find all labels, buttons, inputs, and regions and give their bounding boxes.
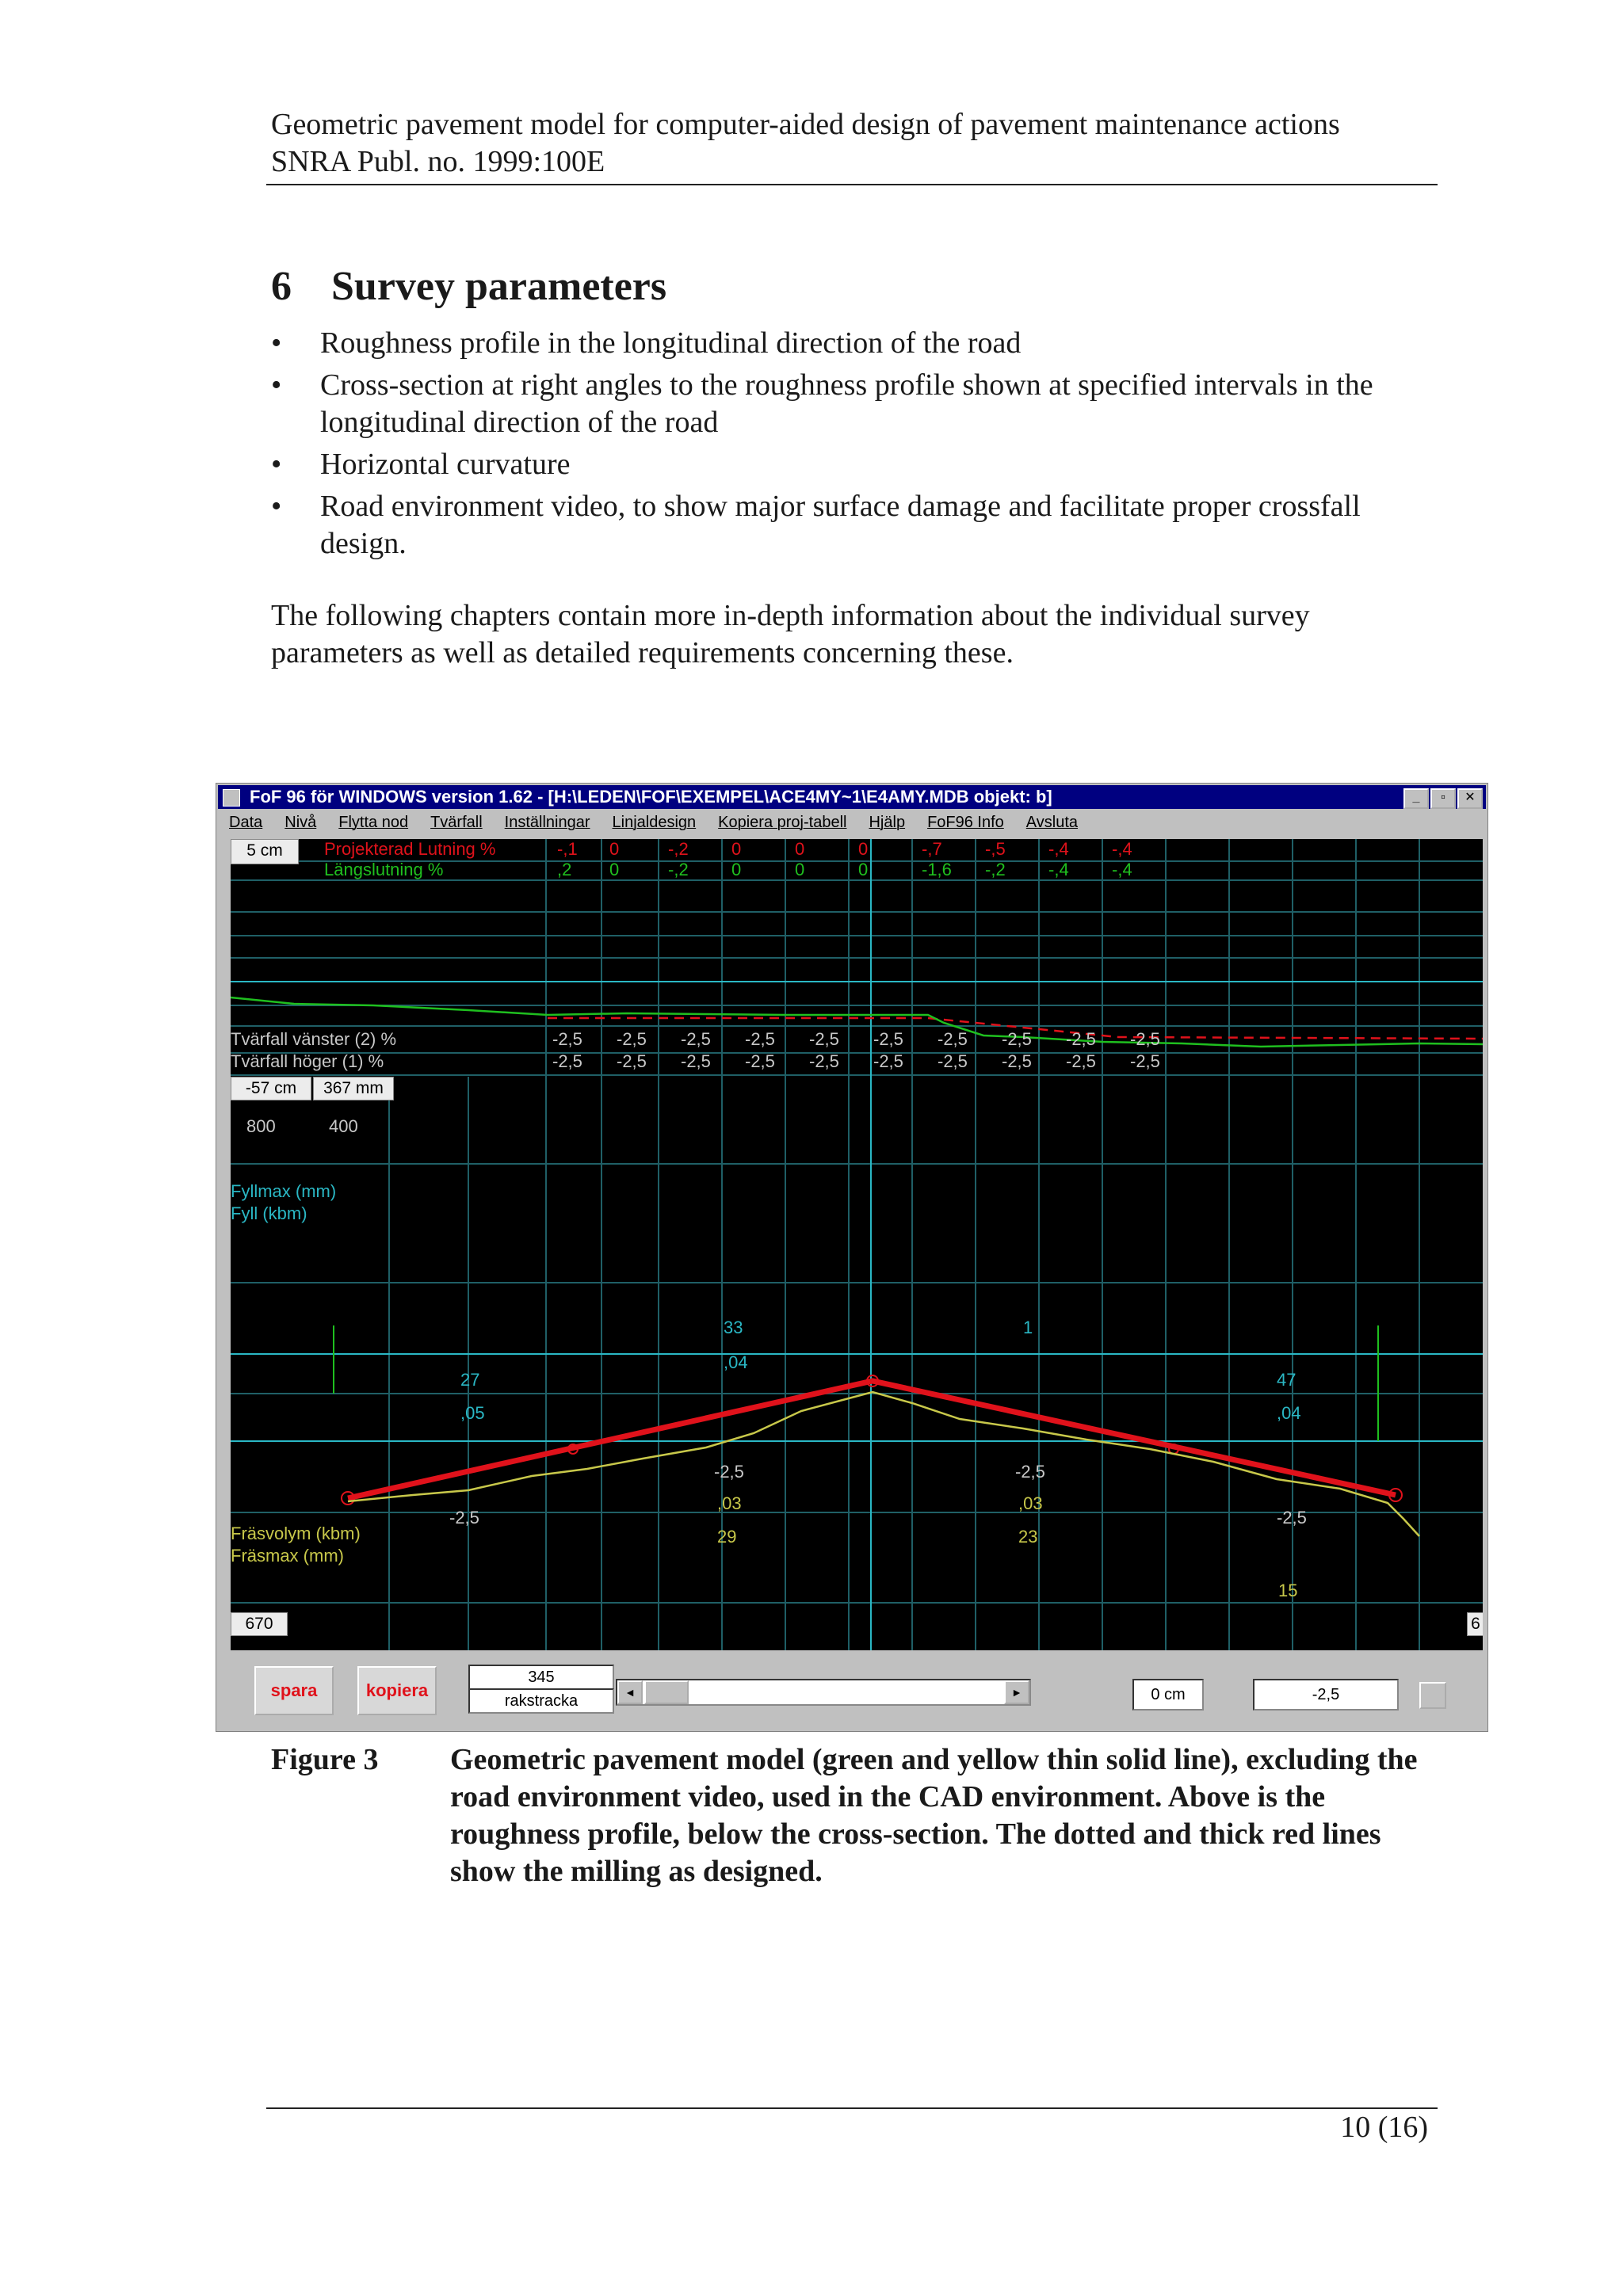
annotation-crossfall-c1: -2,5 <box>714 1462 744 1482</box>
annotation-23: 23 <box>1018 1527 1038 1547</box>
annotation-04: ,04 <box>724 1352 748 1372</box>
bottom-toolbar <box>231 1655 1483 1730</box>
annotation-15: 15 <box>1278 1581 1298 1600</box>
menu-linjaldesign[interactable]: Linjaldesign <box>612 814 697 831</box>
app-icon <box>223 789 240 807</box>
tvarfall-hoger-label: Tvärfall höger (1) % <box>231 1051 384 1071</box>
menu-avsluta[interactable]: Avsluta <box>1025 814 1079 831</box>
bullet-dot: • <box>271 490 282 523</box>
crossfall-field[interactable]: -2,5 <box>1253 1679 1399 1711</box>
section-heading <box>271 263 666 310</box>
intro-paragraph: The following chapters contain more in-depth information about the individual survey parameters as well as detailed requirements concerning these. <box>271 599 1310 669</box>
projekterad-value: -,1 <box>557 839 578 859</box>
langslutning-value: -,2 <box>668 860 689 879</box>
annotation-03-c1: ,03 <box>717 1493 742 1513</box>
langslutning-value: -,4 <box>1112 860 1132 879</box>
bullet-list <box>271 325 1444 567</box>
annotation-47: 47 <box>1277 1370 1296 1390</box>
scale-box[interactable]: 5 cm <box>231 839 299 864</box>
offset-cm-box[interactable]: -57 cm <box>231 1077 311 1100</box>
annotation-05: ,05 <box>460 1403 485 1423</box>
bullet-item: • Cross-section at right angles to the roughness profile shown at specified intervals in the longitudinal direction of the road <box>271 368 1373 439</box>
langslutning-value: -,4 <box>1048 860 1069 879</box>
projekterad-value: 0 <box>609 839 620 859</box>
figure-screenshot <box>216 783 1488 1732</box>
menu-tvarfall[interactable]: Tvärfall <box>430 814 483 831</box>
station-value-field[interactable]: 345 <box>468 1665 614 1690</box>
langslutning-value: -1,6 <box>922 860 952 879</box>
projekterad-value: 0 <box>858 839 869 859</box>
left-value-box[interactable]: 670 <box>231 1612 288 1636</box>
projekterad-value: -,4 <box>1112 839 1132 859</box>
bullet-dot: • <box>271 448 282 481</box>
footer-rule <box>266 2107 1438 2109</box>
offset-mm-box[interactable]: 367 mm <box>313 1077 394 1100</box>
window-titlebar <box>218 785 1486 809</box>
zero-cm-field[interactable]: 0 cm <box>1132 1679 1204 1711</box>
grid-lines <box>231 839 1483 1650</box>
projekterad-value: -,5 <box>985 839 1006 859</box>
langslutning-label: Längslutning % <box>324 860 444 879</box>
tvarfall-vanster-label: Tvärfall vänster (2) % <box>231 1029 397 1049</box>
minimize-button[interactable]: _ <box>1403 788 1429 809</box>
bullet-item: • Roughness profile in the longitudinal direction of the road <box>271 325 1444 362</box>
langslutning-value: 0 <box>795 860 805 879</box>
bullet-dot: • <box>271 368 282 402</box>
menu-hjalp[interactable]: Hjälp <box>869 814 906 831</box>
projekterad-value: -,2 <box>668 839 689 859</box>
caption-label: Figure 3 <box>271 1743 379 1776</box>
close-button[interactable]: ✕ <box>1457 788 1483 809</box>
projekterad-value: -,7 <box>922 839 942 859</box>
header-rule <box>266 184 1438 185</box>
station-label-field[interactable]: rakstracka <box>468 1688 614 1714</box>
right-value-box[interactable]: 6 <box>1467 1612 1483 1636</box>
menu-installningar[interactable]: Inställningar <box>504 814 590 831</box>
langslutning-value: -,2 <box>985 860 1006 879</box>
scroll-thumb[interactable] <box>644 1680 689 1704</box>
projekterad-value: 0 <box>731 839 742 859</box>
bullet-item: • Horizontal curvature <box>271 446 1444 483</box>
frasvolym-label: Fräsvolym (kbm) <box>231 1524 361 1543</box>
bullet-dot: • <box>271 326 282 360</box>
page-number: 10 (16) <box>1340 2111 1428 2144</box>
drawing-canvas[interactable] <box>231 839 1483 1650</box>
annotation-33: 33 <box>724 1318 743 1337</box>
annotation-27: 27 <box>460 1370 480 1390</box>
header-title: Geometric pavement model for computer-aided design of pavement maintenance actions <box>271 108 1340 141</box>
menu-kopiera-proj-tabell[interactable]: Kopiera proj-tabell <box>718 814 847 831</box>
window-title: FoF 96 för WINDOWS version 1.62 - [H:\LEDEN\FOF\EXEMPEL\ACE4MY~1\E4AMY.MDB objekt: b] <box>250 787 1052 807</box>
header-publication: SNRA Publ. no. 1999:100E <box>271 145 605 178</box>
frasmax-label: Fräsmax (mm) <box>231 1546 344 1566</box>
annotation-crossfall-left: -2,5 <box>449 1508 479 1527</box>
fyllmax-label: Fyllmax (mm) <box>231 1181 337 1201</box>
tvarfall-hoger-row: -2,5 -2,5 -2,5 -2,5 -2,5 -2,5 -2,5 -2,5 -2,5 -2,5 <box>552 1051 1160 1071</box>
scroll-right-icon[interactable]: ► <box>1004 1680 1029 1704</box>
annotation-03-c2: ,03 <box>1018 1493 1043 1513</box>
canvas-graphics <box>231 839 1483 1650</box>
langslutning-value: 0 <box>731 860 742 879</box>
annotation-crossfall-c2: -2,5 <box>1015 1462 1045 1482</box>
window-controls <box>1403 788 1483 809</box>
langslutning-value: 0 <box>609 860 620 879</box>
annotation-04b: ,04 <box>1277 1403 1301 1423</box>
scroll-left-icon[interactable]: ◄ <box>617 1680 643 1704</box>
tvarfall-vanster-row: -2,5 -2,5 -2,5 -2,5 -2,5 -2,5 -2,5 -2,5 -2,5 -2,5 <box>552 1029 1160 1049</box>
cyan-guides <box>231 839 1483 1650</box>
projekterad-value: -,4 <box>1048 839 1069 859</box>
projekterad-value: 0 <box>795 839 805 859</box>
menubar <box>218 810 1486 834</box>
annotation-29: 29 <box>717 1527 737 1547</box>
section-title: Survey parameters <box>331 264 667 309</box>
fyll-label: Fyll (kbm) <box>231 1203 307 1223</box>
langslutning-value: ,2 <box>557 860 572 879</box>
bullet-item: • Road environment video, to show major surface damage and facilitate proper crossfall design. <box>271 490 1361 560</box>
crossfall-stepper-icon[interactable] <box>1419 1682 1446 1709</box>
menu-data[interactable]: Data <box>229 814 263 831</box>
menu-flytta-nod[interactable]: Flytta nod <box>338 814 409 831</box>
restore-button[interactable]: ▫ <box>1430 788 1456 809</box>
section-number: 6 <box>271 264 292 309</box>
spara-button[interactable]: spara <box>254 1666 334 1715</box>
menu-niva[interactable]: Nivå <box>285 814 317 831</box>
page-header <box>271 106 1436 181</box>
ratio-right: 400 <box>329 1116 358 1136</box>
ratio-left: 800 <box>246 1116 276 1136</box>
annotation-crossfall-right: -2,5 <box>1277 1508 1307 1527</box>
caption-text: Geometric pavement model (green and yellow thin solid line), excluding the road environment video, used in the CAD environment. Above is the roughness profile, below the cross-section. The dotted and thick red lines show the milling as designed. <box>450 1743 1418 1888</box>
langslutning-value: 0 <box>858 860 869 879</box>
menu-fof96-info[interactable]: FoF96 Info <box>927 814 1004 831</box>
station-scrollbar[interactable] <box>616 1679 1031 1706</box>
kopiera-button[interactable]: kopiera <box>357 1666 437 1715</box>
annotation-1: 1 <box>1023 1318 1033 1337</box>
projekterad-label: Projekterad Lutning % <box>324 839 496 859</box>
